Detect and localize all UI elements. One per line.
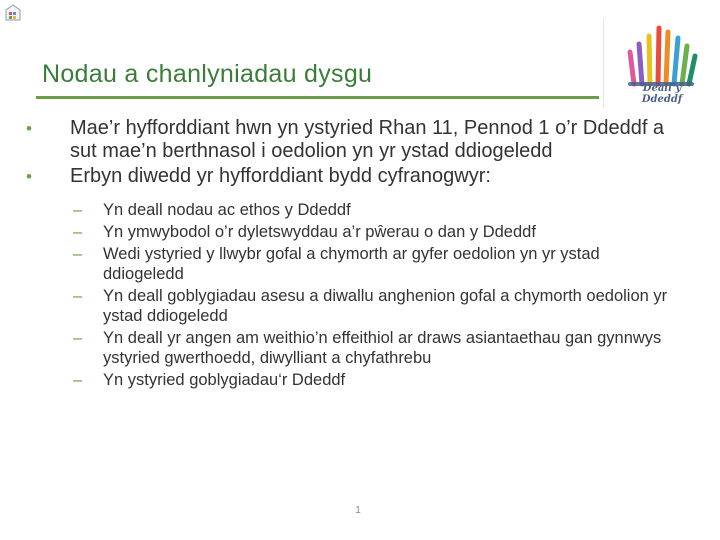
sub-bullet-text: Yn ymwybodol o’r dyletswyddau a’r pŵerau o dan y Ddeddf — [103, 223, 536, 241]
sub-bullet-item — [26, 244, 676, 284]
sub-bullet-text: Yn deall goblygiadau asesu a diwallu anghenion gofal a chymorth oedolion yr ystad ddiogeledd — [103, 287, 668, 325]
dash-marker: – — [73, 329, 83, 347]
bullet-marker: • — [26, 119, 32, 138]
bullet-item — [26, 117, 676, 163]
sub-bullet-item — [26, 328, 676, 368]
bullet-text: Mae’r hyfforddiant hwn yn ystyried Rhan 11, Pennod 1 o’r Ddeddf a sut mae’n berthnasol i oedolion yn yr ystad ddiogeledd — [70, 117, 665, 162]
bullet-marker: • — [26, 167, 32, 186]
dash-marker: – — [73, 223, 83, 241]
sub-bullet-text: Wedi ystyried y llwybr gofal a chymorth ar gyfer oedolion yn yr ystad ddiogeledd — [103, 245, 600, 283]
sub-bullet-item — [26, 222, 676, 242]
header-divider-line — [603, 18, 604, 108]
dash-marker: – — [73, 245, 83, 263]
corner-logo-icon — [4, 3, 22, 23]
sub-bullet-text: Yn deall nodau ac ethos y Ddeddf — [103, 201, 351, 219]
sub-bullet-item — [26, 370, 676, 390]
sub-bullet-text: Yn ystyried goblygiadau‘r Ddeddf — [103, 371, 346, 389]
page-number: 1 — [355, 505, 361, 516]
sub-bullet-list — [26, 200, 676, 390]
bullet-item — [26, 165, 676, 188]
slide-title: Nodau a chanlyniadau dysgu — [42, 60, 373, 88]
bullet-text: Erbyn diwedd yr hyfforddiant bydd cyfranogwyr: — [70, 165, 491, 187]
brand-label: Deall y Ddeddf — [641, 83, 683, 105]
sub-bullet-item — [26, 286, 676, 326]
dash-marker: – — [73, 201, 83, 219]
title-underline — [36, 96, 599, 99]
dash-marker: – — [73, 371, 83, 389]
sub-bullet-item — [26, 200, 676, 220]
sub-bullet-text: Yn deall yr angen am weithio’n effeithiol ar draws asiantaethau gan gynnwys ystyried gwerthoedd, diwylliant a chyfathrebu — [103, 329, 662, 367]
slide-body — [26, 117, 676, 392]
dash-marker: – — [73, 287, 83, 305]
